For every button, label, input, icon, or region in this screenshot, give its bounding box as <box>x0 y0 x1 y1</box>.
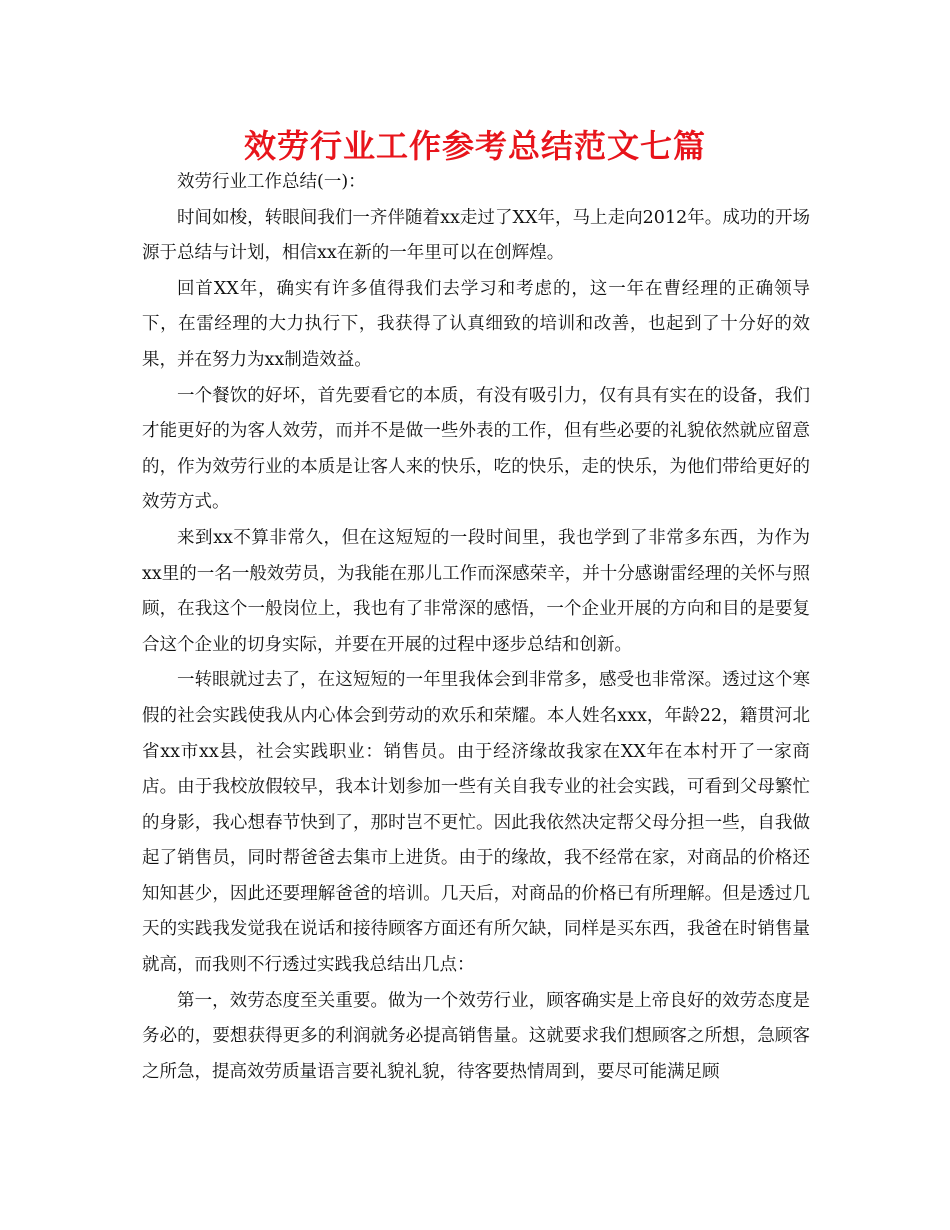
document-title: 效劳行业工作参考总结范文七篇 <box>243 127 706 165</box>
document-body <box>142 165 810 1090</box>
paragraph: 来到xx不算非常久，但在这短短的一段时间里，我也学到了非常多东西，为作为xx里的一名一般效劳员，为我能在那儿工作而深感荣辛，并十分感谢雷经理的关怀与照顾，在我这个一般岗位上，我也有了非常深的感悟，一个企业开展的方向和目的是要复合这个企业的切身实际，并要在开展的过程中逐步总结和创新。 <box>142 527 810 655</box>
paragraph: 第一，效劳态度至关重要。做为一个效劳行业，顾客确实是上帝良好的效劳态度是务必的，要想获得更多的利润就务必提高销售量。这就要求我们想顾客之所想，急顾客之所急，提高效劳质量语言要礼貌礼貌，待客要热情周到，要尽可能满足顾 <box>142 990 810 1082</box>
paragraph: 回首XX年，确实有许多值得我们去学习和考虑的，这一年在曹经理的正确领导下，在雷经理的大力执行下，我获得了认真细致的培训和改善，也起到了十分好的效果，并在努力为xx制造效益。 <box>142 278 810 370</box>
paragraph: 一转眼就过去了，在这短短的一年里我体会到非常多，感受也非常深。透过这个寒假的社会实践使我从内心体会到劳动的欢乐和荣耀。本人姓名xxx，年龄22，籍贯河北省xx市xx县，社会实践职业：销售员。由于经济缘故我家在XX年在本村开了一家商店。由于我校放假较早，我本计划参加一些有关自我专业的社会实践，可看到父母繁忙的身影，我心想春节快到了，那时岂不更忙。因此我依然决定帮父母分担一些，自我做起了销售员，同时帮爸爸去集市上进货。由于的缘故，我不经常在家，对商品的价格还知知甚少，因此还要理解爸爸的培训。几天后，对商品的价格已有所理解。但是透过几天的实践我发觉我在说话和接待顾客方面还有所欠缺，同样是买东西，我爸在时销售量就高，而我则不行透过实践我总结出几点： <box>142 670 810 976</box>
paragraph: 效劳行业工作总结(一)： <box>177 172 366 192</box>
paragraph: 时间如梭，转眼间我们一齐伴随着xx走过了XX年，马上走向2012年。成功的开场源于总结与计划，相信xx在新的一年里可以在创辉煌。 <box>142 207 810 264</box>
paragraph: 一个餐饮的好坏，首先要看它的本质，有没有吸引力，仅有具有实在的设备，我们才能更好的为客人效劳，而并不是做一些外表的工作，但有些必要的礼貌依然就应留意的，作为效劳行业的本质是让客人来的快乐，吃的快乐，走的快乐，为他们带给更好的效劳方式。 <box>142 385 810 513</box>
